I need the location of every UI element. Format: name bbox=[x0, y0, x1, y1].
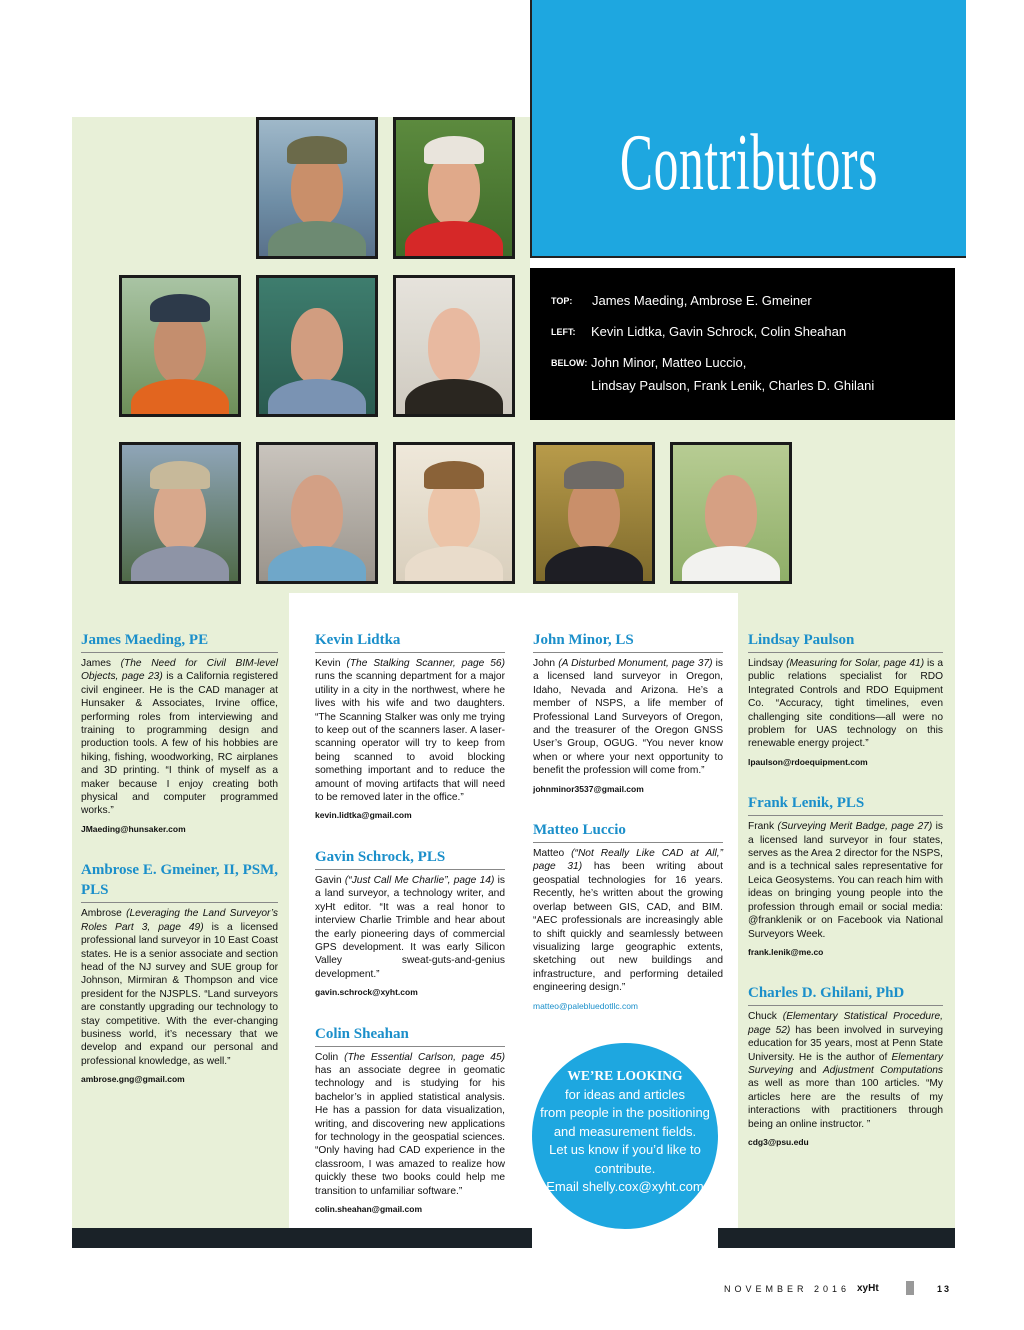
caption-top-names: James Maeding, Ambrose E. Gmeiner bbox=[592, 293, 812, 308]
caption-top-key: TOP: bbox=[551, 296, 573, 306]
bio-email-james-maeding[interactable]: JMaeding@hunsaker.com bbox=[81, 823, 186, 834]
photo-colin-sheahan bbox=[393, 275, 515, 417]
bio-name-gavin-schrock: Gavin Schrock, PLS bbox=[315, 847, 505, 870]
page-title: Contributors bbox=[619, 119, 879, 207]
bio-name-james-maeding: James Maeding, PE bbox=[81, 630, 278, 653]
bio-text-ambrose-gmeiner: Ambrose (Leveraging the Land Surveyor’s Roles Part 3, page 49) is a licensed professional land surveyor in 10 East Coast states. He is a senior associate and section head of the NJ survey and SUE group for Johnson, Mirmiran & Thompson and vice president for the NJSPLS. “Land surveyors are constantly upgrading our technology to stay competitive. With the ever-changing business world, it’s necessary that we develop and expand our personal and professional knowledge, as well.” bbox=[81, 908, 278, 1067]
call-for-articles-badge bbox=[532, 1043, 718, 1229]
bio-text-kevin-lidtka: Kevin (The Stalking Scanner, page 56) runs the scanning department for a major utility in a city in the northwest, where he lives with his wife and two daughters. “The Scanning Stalker was only me trying to keep out of the scanners laser. A laser-scanning operator will try to keep from being scanned to avoid blocking something important and to reduce the amount of moving artifacts that will need to be removed later in the office.” bbox=[315, 658, 505, 804]
callout-line2: from people in the positioning bbox=[540, 1105, 710, 1120]
bio-email-john-minor[interactable]: johnminor3537@gmail.com bbox=[533, 783, 644, 794]
callout-heading: WE’RE LOOKING bbox=[567, 1068, 683, 1083]
bio-email-lindsay-paulson[interactable]: lpaulson@rdoequipment.com bbox=[748, 756, 868, 767]
caption-left-key: LEFT: bbox=[551, 327, 576, 337]
bio-column-2 bbox=[315, 630, 505, 1216]
bio-text-john-minor: John (A Disturbed Monument, page 37) is a licensed land surveyor in Oregon, Idaho, Nevada and Arizona. He’s a member of NSPS, a life member of Professional Land Surveyors of Oregon, and the treasurer of the Oregon GNSS User’s Group, OGUG. “You never know when or where your next opportunity to benefit the profession will come from.” bbox=[533, 658, 724, 777]
bio-text-lindsay-paulson: Lindsay (Measuring for Solar, page 41) is a public relations specialist for RDO Integrated Controls and RDO Equipment Co. “Accuracy, tight timelines, even challenging site conditions—all were no problem for UAS technology on this renewable energy project.” bbox=[748, 658, 944, 750]
photo-caption-box bbox=[530, 268, 955, 420]
photo-matteo-luccio bbox=[256, 442, 378, 584]
caption-below-key: BELOW: bbox=[551, 358, 588, 368]
bio-name-lindsay-paulson: Lindsay Paulson bbox=[748, 630, 943, 653]
photo-charles-ghilani bbox=[670, 442, 792, 584]
bio-email-matteo-luccio[interactable]: matteo@palebluedotllc.com bbox=[533, 1000, 639, 1011]
callout-line5: contribute. bbox=[594, 1160, 656, 1176]
callout-line4: Let us know if you’d like to bbox=[549, 1142, 701, 1157]
bio-email-kevin-lidtka[interactable]: kevin.lidtka@gmail.com bbox=[315, 810, 412, 821]
bio-name-ambrose-gmeiner: Ambrose E. Gmeiner, II, PSM, PLS bbox=[81, 860, 278, 903]
bio-email-frank-lenik[interactable]: frank.lenik@me.co bbox=[748, 946, 824, 957]
bio-email-colin-sheahan[interactable]: colin.sheahan@gmail.com bbox=[315, 1204, 423, 1214]
bio-text-gavin-schrock: Gavin (“Just Call Me Charlie”, page 14) is a land surveyor, a technology writer, and xyHt editor. “It was a real honor to interview Charlie Trimble and hear about the early pioneering days of commercial GPS development. It was early Silicon Valley sweat-guts-and-genius development.” bbox=[315, 874, 505, 980]
page-number: 13 bbox=[937, 1284, 952, 1294]
bio-email-ambrose-gmeiner[interactable]: ambrose.gng@gmail.com bbox=[81, 1074, 185, 1085]
caption-below-line1: John Minor, Matteo Luccio, bbox=[591, 355, 747, 370]
bio-column-4 bbox=[748, 630, 943, 1173]
callout-email[interactable]: Email shelly.cox@xyht.com bbox=[546, 1179, 704, 1194]
photo-james-maeding bbox=[256, 117, 378, 259]
bio-name-frank-lenik: Frank Lenik, PLS bbox=[748, 793, 943, 816]
callout-line1: for ideas and articles bbox=[565, 1086, 685, 1102]
photo-gavin-schrock bbox=[256, 275, 378, 417]
bio-name-colin-sheahan: Colin Sheahan bbox=[315, 1024, 505, 1047]
photo-lindsay-paulson bbox=[393, 442, 515, 584]
caption-below-line2: Lindsay Paulson, Frank Lenik, Charles D. Ghilani bbox=[591, 378, 875, 393]
photo-kevin-lidtka bbox=[119, 275, 241, 417]
bio-name-matteo-luccio: Matteo Luccio bbox=[533, 820, 723, 843]
bio-email-charles-ghilani[interactable]: cdg3@psu.edu bbox=[748, 1136, 809, 1147]
bio-column-1 bbox=[81, 630, 278, 1111]
callout-line3: and measurement fields. bbox=[553, 1123, 697, 1139]
photo-ambrose-gmeiner bbox=[393, 117, 515, 259]
bio-text-charles-ghilani: Chuck (Elementary Statistical Procedure, page 52) has been involved in surveying education for 35 years, most at Penn State University. He is the author of Elementary Surveying and Adjustment Computations as well as more than 100 articles. “My articles here are the results of my interactions with practitioners through being an online instructor. ” bbox=[748, 1011, 943, 1130]
bio-text-colin-sheahan: Colin (The Essential Carlson, page 45) has an associate degree in geomatic technology and is studying for his bachelor’s in applied statistical analysis. He has a passion for data visualization, writing, and discovering new applications for technology in the geospatial sciences. “Only having had CAD experience in the classroom, I was amazed to realize how quickly these two books could help me transition to unfamiliar software.” bbox=[315, 1051, 506, 1197]
bio-email-gavin-schrock[interactable]: gavin.schrock@xyht.com bbox=[315, 987, 418, 998]
bio-name-kevin-lidtka: Kevin Lidtka bbox=[315, 630, 505, 653]
footer-issue: NOVEMBER 2016 bbox=[724, 1284, 851, 1294]
bio-text-matteo-luccio: Matteo (“Not Really Like CAD at All,” page 31) has been writing about geospatial technologies for 16 years. Recently, he’s written about the growing overlap between GIS, CAD, and BIM. “AEC professionals are increasingly able to shift quickly and seamlessly between visualizing large geographic extents, sketching out new buildings and infrastructure, and performing detailed engineering design.” bbox=[533, 848, 724, 994]
bottom-bar-left bbox=[72, 1228, 532, 1248]
caption-left-names: Kevin Lidtka, Gavin Schrock, Colin Sheahan bbox=[591, 324, 847, 339]
photo-john-minor bbox=[119, 442, 241, 584]
bio-text-frank-lenik: Frank (Surveying Merit Badge, page 27) is a licensed land surveyor in four states, serves as the Area 2 director for the NSPS, and is a technical sales representative for Leica Geosystems. You can reach him with ideas on bringing young people into the profession through email or social media: @franklenik or on Facebook via National Surveyors Week. bbox=[748, 821, 944, 940]
footer-divider bbox=[906, 1281, 914, 1295]
photo-frank-lenik bbox=[533, 442, 655, 584]
title-box bbox=[530, 0, 966, 258]
footer-magazine: xyHt bbox=[857, 1283, 879, 1294]
bio-text-james-maeding: James (The Need for Civil BIM-level Objects, page 23) is a California registered civil engineer. He is the CAD manager at Hunsaker & Associates, Irvine office, performing roles from interviewing and training to programming design and production tools. A few of his hobbies are hiking, fishing, woodworking, RC airplanes and 3D printing. “I think of myself as a maker because I enjoy creating both physical and computer programmed works.” bbox=[81, 658, 278, 817]
bio-column-3 bbox=[533, 630, 723, 1037]
bottom-bar-right bbox=[718, 1228, 955, 1248]
bio-name-charles-ghilani: Charles D. Ghilani, PhD bbox=[748, 983, 943, 1006]
bio-name-john-minor: John Minor, LS bbox=[533, 630, 723, 653]
